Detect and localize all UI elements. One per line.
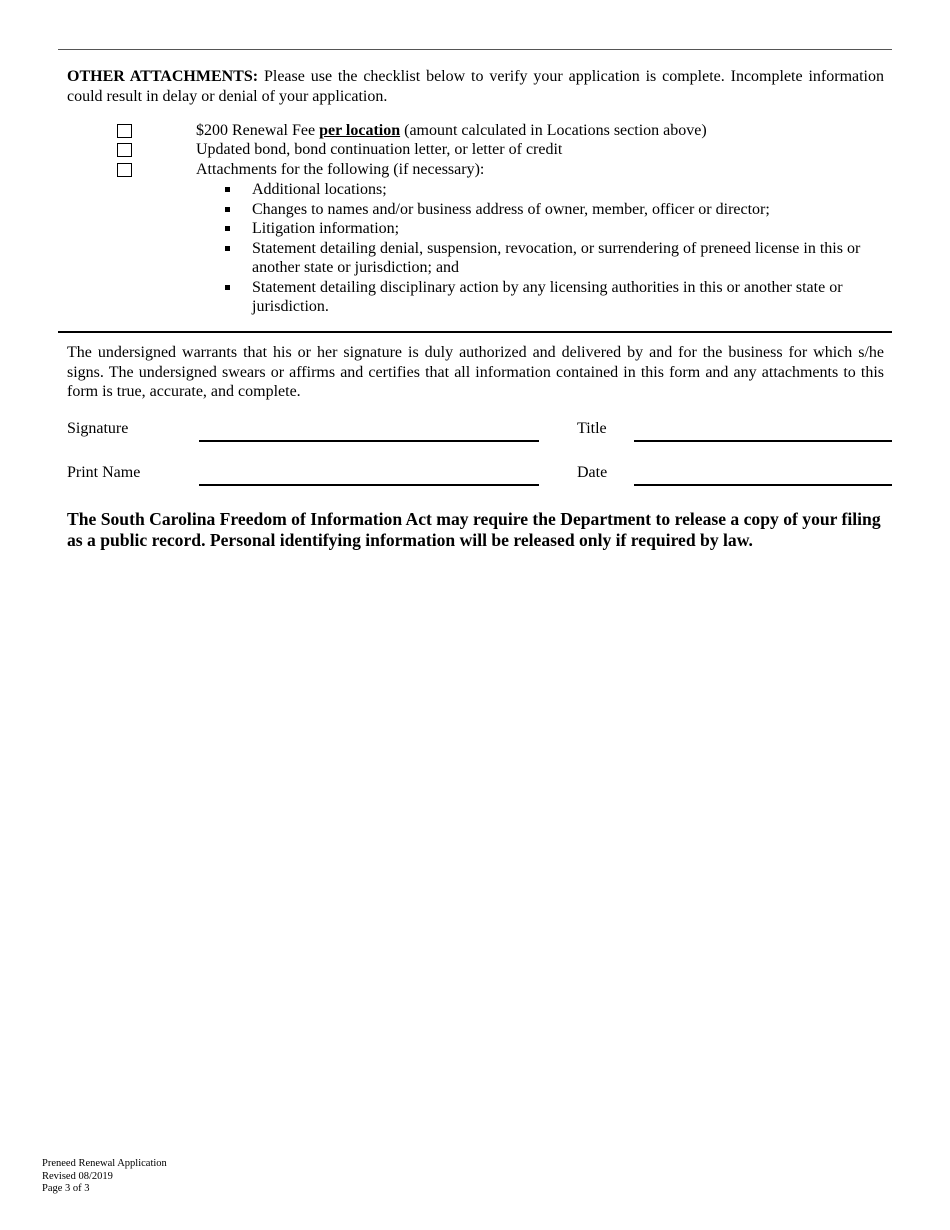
- signature-line[interactable]: [199, 440, 539, 442]
- attachments-heading: OTHER ATTACHMENTS:: [67, 68, 259, 85]
- checklist-item-bond: Updated bond, bond continuation letter, or letter of credit: [196, 141, 563, 158]
- list-item-text: Statement detailing disciplinary action by any licensing authorities in this or another state or jurisdiction.: [252, 278, 843, 315]
- print-name-label: Print Name: [67, 464, 141, 481]
- checklist-item-renewal-fee: [196, 121, 707, 141]
- footer-revised: Revised 08/2019: [42, 1170, 113, 1182]
- checkbox-renewal-fee[interactable]: [117, 124, 132, 138]
- page-footer: [42, 1158, 167, 1196]
- date-label: Date: [577, 464, 608, 481]
- attachments-sub-list: [225, 180, 885, 317]
- square-bullet-icon: [225, 207, 230, 212]
- list-item: [225, 278, 885, 317]
- certification-text: The undersigned warrants that his or her signature is duly authorized and delivered by and for the business for which s/he signs. The undersigned swears or affirms and certifies that all information contained in this form and any attachments to this form is true, accurate, and complete.: [67, 344, 884, 400]
- renewal-fee-note: (amount calculated in Locations section above): [400, 122, 707, 139]
- list-item: [225, 219, 885, 239]
- print-name-line[interactable]: [199, 484, 539, 486]
- checkbox-bond[interactable]: [117, 143, 132, 157]
- attachments-intro: [67, 67, 884, 106]
- square-bullet-icon: [225, 285, 230, 290]
- renewal-fee-text: $200 Renewal Fee: [196, 122, 320, 139]
- foia-notice: The South Carolina Freedom of Information Act may require the Department to release a copy of your filing as a public record. Personal identifying information will be released only if required by law.: [67, 509, 881, 550]
- section-divider: [58, 331, 892, 333]
- signature-label: Signature: [67, 420, 129, 437]
- footer-form-name: Preneed Renewal Application: [42, 1158, 167, 1169]
- list-item-text: Litigation information;: [252, 220, 400, 237]
- checklist-item-attachments: Attachments for the following (if necessary):: [196, 161, 485, 178]
- date-line[interactable]: [634, 484, 892, 486]
- per-location-emphasis: per location: [319, 122, 401, 139]
- list-item-text: Statement detailing denial, suspension, revocation, or surrendering of preneed license in this or another state or jurisdiction; and: [252, 239, 861, 276]
- list-item-text: Changes to names and/or business address of owner, member, officer or director;: [252, 200, 770, 218]
- title-line[interactable]: [634, 440, 892, 442]
- checkbox-attachments[interactable]: [117, 163, 132, 177]
- footer-page-number: Page 3 of 3: [42, 1183, 90, 1194]
- square-bullet-icon: [225, 226, 230, 231]
- attachments-intro-text: Please use the checklist below to verify your application is complete. Incomplete information could result in delay or denial of your application.: [67, 68, 885, 105]
- list-item: [225, 239, 885, 278]
- square-bullet-icon: [225, 246, 230, 251]
- top-divider: [58, 49, 892, 50]
- list-item: [225, 200, 885, 220]
- square-bullet-icon: [225, 187, 230, 192]
- title-label: Title: [577, 420, 607, 437]
- list-item: [225, 180, 885, 200]
- list-item-text: Additional locations;: [252, 181, 387, 198]
